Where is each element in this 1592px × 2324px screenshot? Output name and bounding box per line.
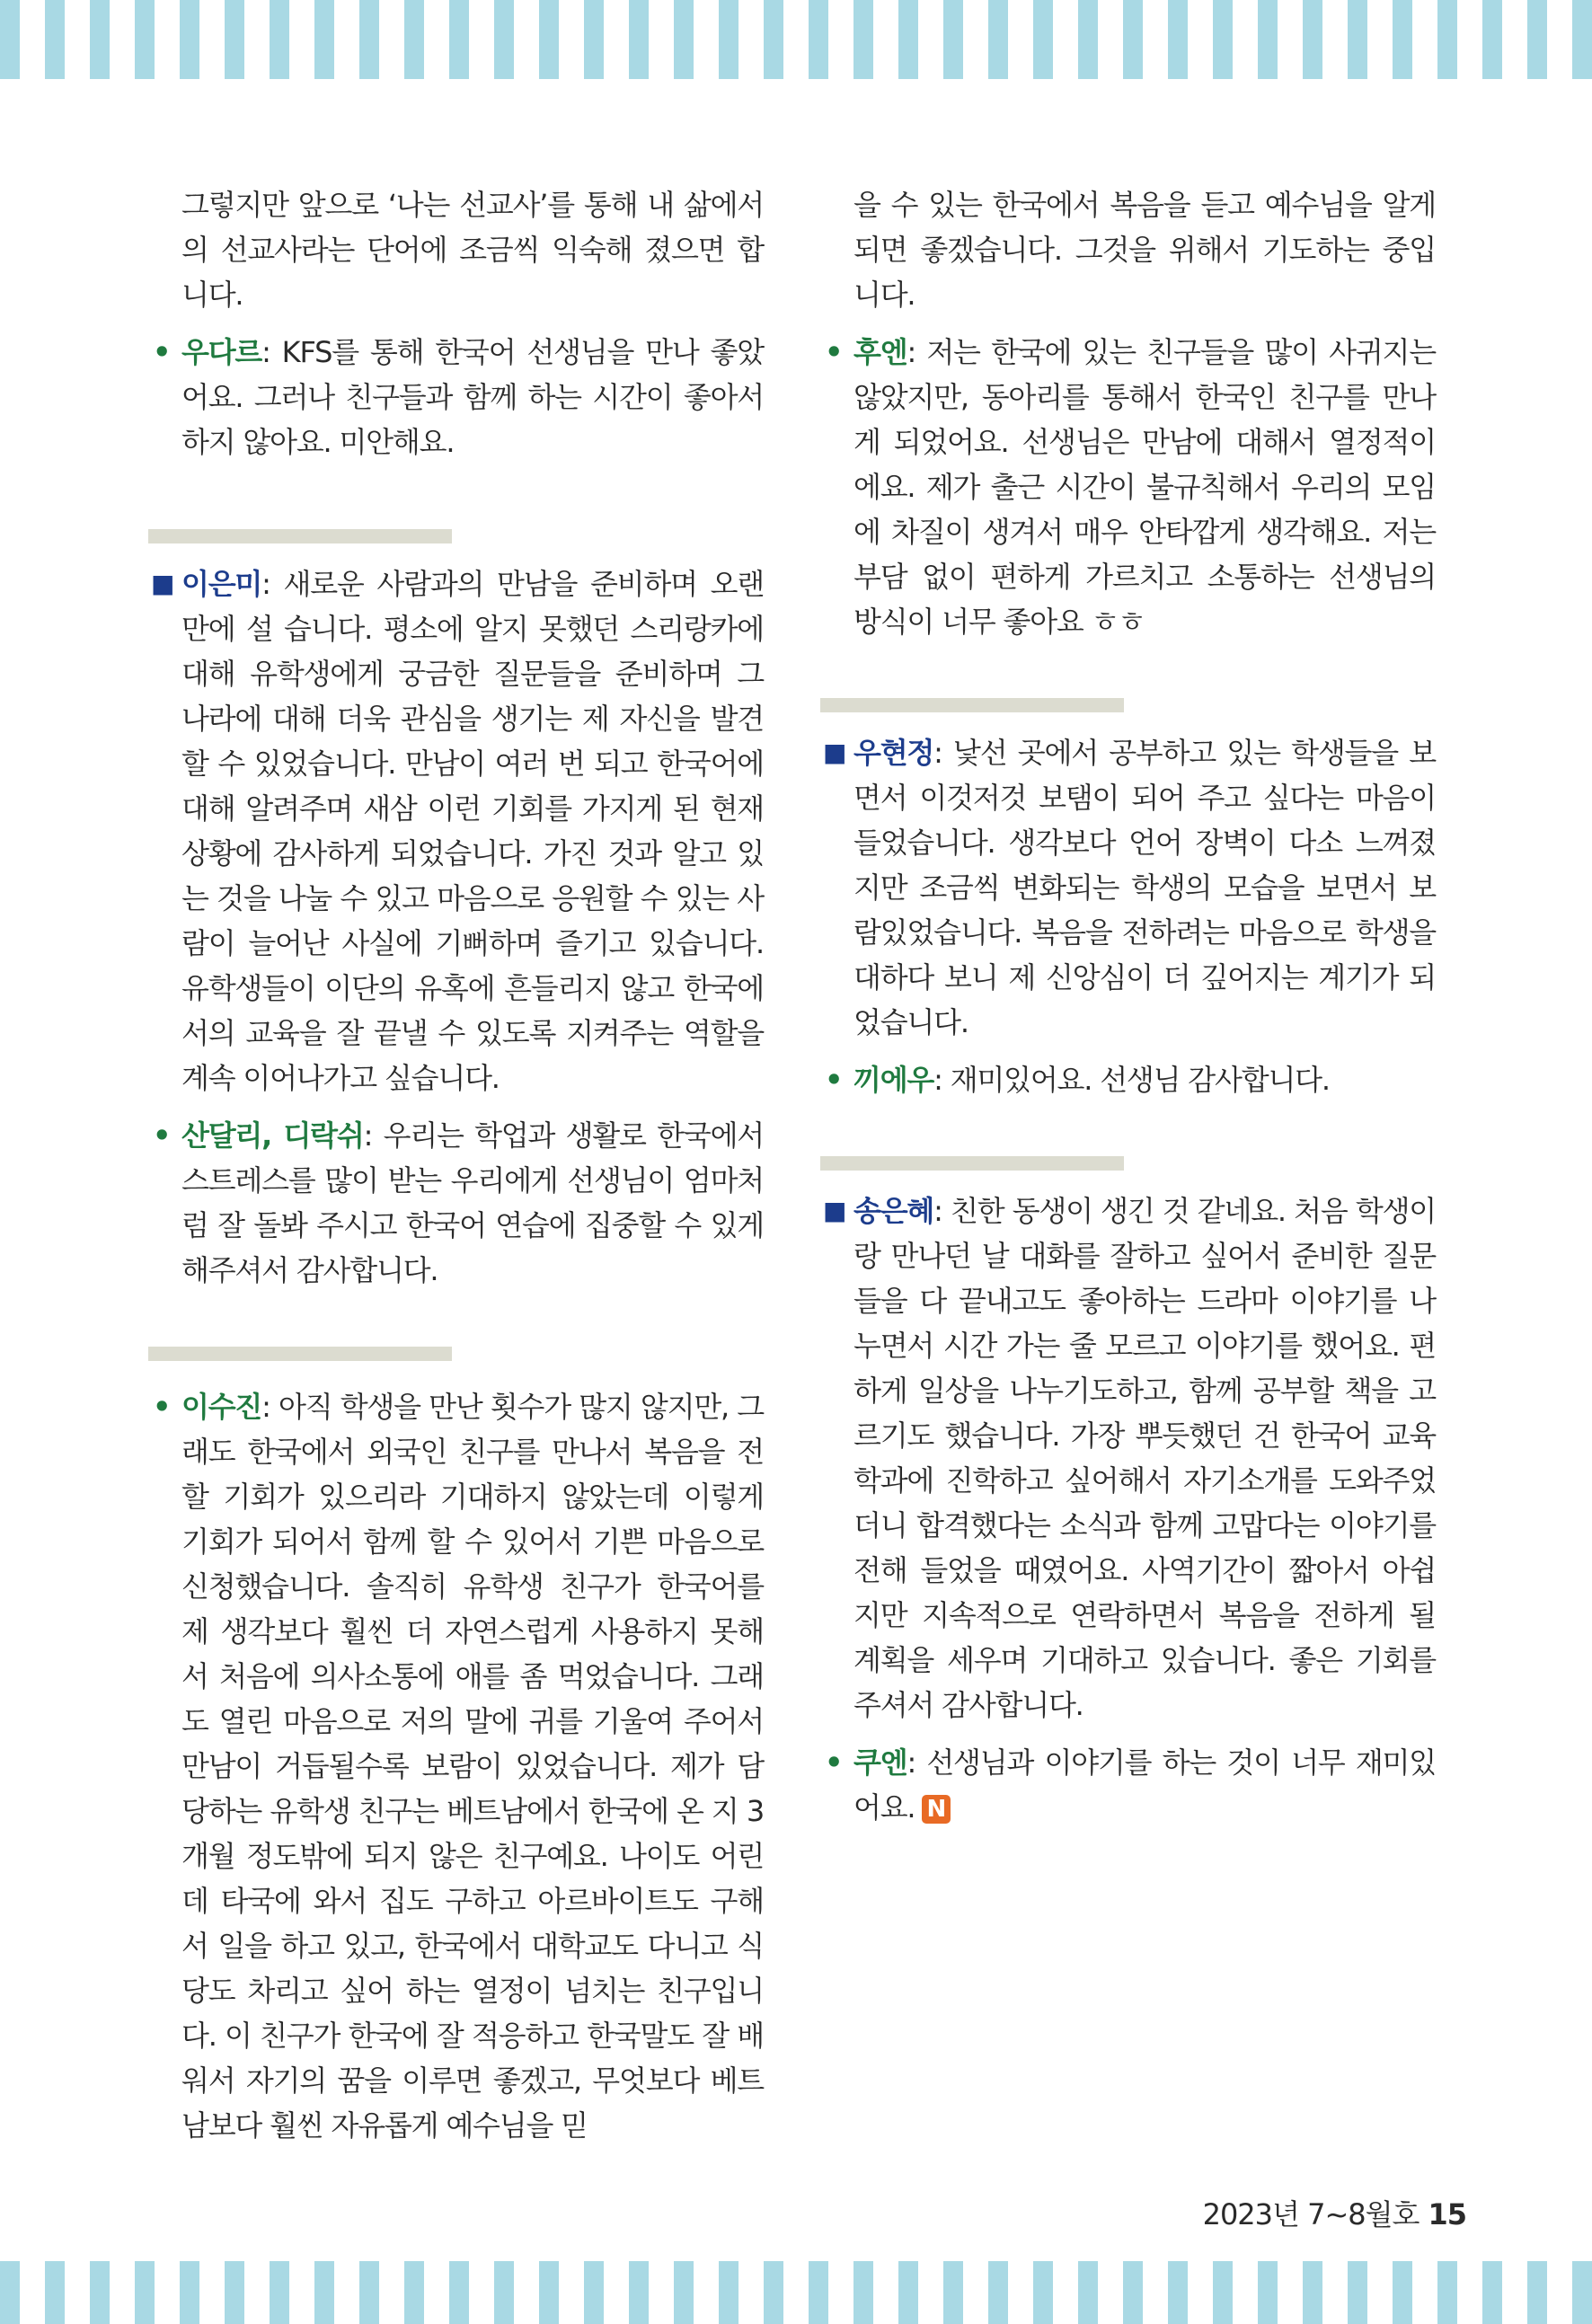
intro-paragraph: 그렇지만 앞으로 ‘나는 선교사’를 통해 내 삶에서의 선교사라는 단어에 조금씩 익숙해 졌으면 합니다. (181, 188, 764, 312)
page-footer (1203, 2192, 1466, 2233)
testimony-kkieu (825, 1057, 1436, 1102)
issue-label: 2023년 7~8월호 (1202, 2197, 1420, 2231)
right-column (825, 182, 1436, 1830)
speaker-name: 산달리, 디락쉬 (181, 1118, 364, 1153)
bottom-stripe-border (0, 2261, 1592, 2324)
section-divider (148, 529, 452, 543)
left-column (153, 182, 764, 2148)
speaker-name: 송은혜 (853, 1194, 934, 1228)
testimony-text: : 저는 한국에 있는 친구들을 많이 사귀지는 않았지만, 동아리를 통해서 한국인 친구를 만나게 되었어요. 선생님은 만남에 대해서 열정적이에요. 제가 출근 시간이 불규칙해서 우리의 모임에 차질이 생겨서 매우 안타깝게 생각해요. 저는 부담 없이 편하게 가르치고 소통하는 선생님의 방식이 너무 좋아요 ㅎㅎ (853, 335, 1436, 639)
testimony-song-eunhye (825, 1189, 1436, 1728)
bullet-dot: • (153, 335, 171, 369)
testimony-text: : 선생님과 이야기를 하는 것이 너무 재미있어요. (853, 1745, 1436, 1825)
speaker-name: 후엔 (853, 335, 907, 369)
section-divider (820, 1156, 1124, 1171)
testimony-woo-hyunjung (825, 730, 1436, 1045)
speaker-name: 이은미 (181, 567, 262, 601)
bullet-dot: • (825, 1745, 843, 1780)
end-mark-icon: N (922, 1795, 951, 1824)
square-bullet-icon: ■ (823, 1196, 846, 1225)
testimony-huen (825, 330, 1436, 644)
testimony-kuen (825, 1740, 1436, 1830)
testimony-text: : 친한 동생이 생긴 것 같네요. 처음 학생이랑 만나던 날 대화를 잘하고 싶어서 준비한 질문들을 다 끝내고도 좋아하는 드라마 이야기를 나누면서 시간 가는 줄 모르고 이야기를 했어요. 편하게 일상을 나누기도하고, 함께 공부할 책을 고르기도 했습니다. 가장 뿌듯했던 건 한국어 교육학과에 진학하고 싶어해서 자기소개를 도와주었더니 합격했다는 소식과 함께 고맙다는 이야기를 전해 들었을 때였어요. 사역기간이 짧아서 아쉽지만 지속적으로 연락하면서 복음을 전하게 될 계획을 세우며 기대하고 있습니다. 좋은 기회를 주셔서 감사합니다. (853, 1194, 1436, 1722)
bullet-dot: • (825, 1063, 843, 1097)
page-number: 15 (1428, 2197, 1466, 2231)
testimony-udare (153, 330, 764, 464)
testimony-text: : 아직 학생을 만난 횟수가 많지 않지만, 그래도 한국에서 외국인 친구를 만나서 복음을 전할 기회가 있으리라 기대하지 않았는데 이렇게 기회가 되어서 함께 할 수 있어서 기쁜 마음으로 신청했습니다. 솔직히 유학생 친구가 한국어를 제 생각보다 훨씬 더 자연스럽게 사용하지 못해서 처음에 의사소통에 애를 좀 먹었습니다. 그래도 열린 마음으로 저의 말에 귀를 기울여 주어서 만남이 거듭될수록 보람이 있었습니다. 제가 담당하는 유학생 친구는 베트남에서 한국에 온 지 3개월 정도밖에 되지 않은 친구예요. 나이도 어린데 타국에 와서 집도 구하고 아르바이트도 구해서 일을 하고 있고, 한국에서 대학교도 다니고 식당도 차리고 싶어 하는 열정이 넘치는 친구입니다. 이 친구가 한국에 잘 적응하고 한국말도 잘 배워서 자기의 꿈을 이루면 좋겠고, 무엇보다 베트남보다 훨씬 자유롭게 예수님을 믿 (181, 1390, 764, 2143)
testimony-text: : 낯선 곳에서 공부하고 있는 학생들을 보면서 이것저것 보탬이 되어 주고 싶다는 마음이 들었습니다. 생각보다 언어 장벽이 다소 느껴졌지만 조금씩 변화되는 학생의 모습을 보면서 보람있었습니다. 복음을 전하려는 마음으로 학생을 대하다 보니 제 신앙심이 더 깊어지는 계기가 되었습니다. (853, 736, 1436, 1039)
testimony-text: : 우리는 학업과 생활로 한국에서 스트레스를 많이 받는 우리에게 선생님이 엄마처럼 잘 돌봐 주시고 한국어 연습에 집중할 수 있게 해주셔서 감사합니다. (181, 1118, 764, 1287)
speaker-name: 끼에우 (853, 1063, 934, 1097)
speaker-name: 쿠엔 (853, 1745, 907, 1780)
bullet-dot: • (153, 1390, 171, 1424)
testimony-text: : KFS를 통해 한국어 선생님을 만나 좋았어요. 그러나 친구들과 함께 하는 시간이 좋아서 하지 않아요. 미안해요. (181, 335, 764, 459)
bullet-dot: • (153, 1118, 171, 1153)
continuation-paragraph: 을 수 있는 한국에서 복음을 듣고 예수님을 알게 되면 좋겠습니다. 그것을 위해서 기도하는 중입니다. (853, 188, 1436, 312)
speaker-name: 우현정 (853, 736, 934, 770)
top-stripe-border (0, 0, 1592, 79)
speaker-name: 우다르 (181, 335, 262, 369)
testimony-text: : 새로운 사람과의 만남을 준비하며 오랜만에 설 습니다. 평소에 알지 못했던 스리랑카에 대해 유학생에게 궁금한 질문들을 준비하며 그 나라에 대해 더욱 관심을 생기는 제 자신을 발견할 수 있었습니다. 만남이 여러 번 되고 한국어에 대해 알려주며 새삼 이런 기회를 가지게 된 현재 상황에 감사하게 되었습니다. 가진 것과 알고 있는 것을 나눌 수 있고 마음으로 응원할 수 있는 사람이 늘어난 사실에 기뻐하며 즐기고 있습니다. 유학생들이 이단의 유혹에 흔들리지 않고 한국에서의 교육을 잘 끝낼 수 있도록 지켜주는 역할을 계속 이어나가고 싶습니다. (181, 567, 764, 1095)
section-divider (820, 698, 1124, 712)
square-bullet-icon: ■ (823, 738, 846, 767)
section-divider (148, 1347, 452, 1361)
testimony-sandali (153, 1113, 764, 1293)
square-bullet-icon: ■ (151, 569, 174, 598)
bullet-dot: • (825, 335, 843, 369)
testimony-lee-sujin (153, 1384, 764, 2148)
testimony-text: : 재미있어요. 선생님 감사합니다. (933, 1063, 1330, 1097)
speaker-name: 이수진 (181, 1390, 262, 1424)
testimony-lee-eunmi (153, 561, 764, 1100)
